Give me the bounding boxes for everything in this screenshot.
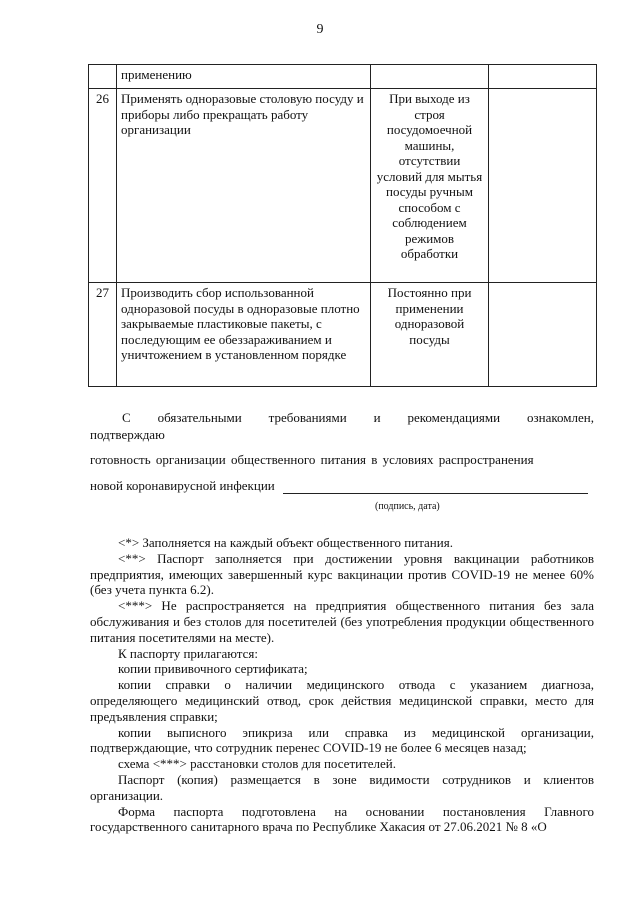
acknowledgement-signature-row [90, 478, 594, 494]
footnote-item: Форма паспорта подготовлена на основании постановления Главного государственного санитарного врача по Республике Хакасия от 27.06.2021 № 8 «О [90, 803, 594, 835]
row-blank [489, 65, 597, 89]
row-action: Производить сбор использованной одноразовой посуды в одноразовые плотно закрываемые пластиковые пакеты, с последующим ее обеззараживанием и уничтожением в установленном порядке [117, 283, 371, 387]
footnote-item: <***> Не распространяется на предприятия общественного питания без зала обслуживания и без столов для посетителей (без употребления продукции общественного питания посетителями на месте). [90, 598, 594, 645]
footnote-item: копии выписного эпикриза или справка из медицинской организации, подтверждающие, что сотрудник перенес COVID-19 не более 6 месяцев назад; [90, 724, 594, 756]
footnote-item: Паспорт (копия) размещается в зоне видимости сотрудников и клиентов организации. [90, 771, 594, 803]
row-when [371, 65, 489, 89]
row-blank [489, 89, 597, 283]
acknowledgement-confirm: подтверждаю [90, 427, 165, 442]
row-action: Применять одноразовые столовую посуду и приборы либо прекращать работу организации [117, 89, 371, 283]
acknowledgement-infection: новой коронавирусной инфекции [90, 478, 275, 493]
row-number: 26 [89, 89, 117, 283]
table-row [89, 89, 597, 283]
page-number: 9 [316, 22, 324, 37]
table-row [89, 65, 597, 89]
row-action: применению [117, 65, 371, 89]
row-number: 27 [89, 283, 117, 387]
row-when: Постоянно при применении одноразовой посуды [371, 283, 489, 387]
footnote-item: <*> Заполняется на каждый объект общественного питания. [118, 535, 453, 550]
requirements-table [88, 64, 597, 387]
signature-line[interactable] [283, 481, 588, 494]
footnote-item: схема <***> расстановки столов для посетителей. [118, 756, 397, 772]
signature-caption: (подпись, дата) [375, 501, 440, 512]
footnote-item: копии прививочного сертификата; [118, 661, 308, 677]
table-row [89, 283, 597, 387]
row-blank [489, 283, 597, 387]
acknowledgement-line [90, 410, 594, 426]
footnote-item: <**> Паспорт заполняется при достижении уровня вакцинации работников предприятия, имеющих завершенный курс вакцинации против COVID-19 не менее 60% (без учета пункта 6.2). [90, 550, 594, 598]
acknowledgement-readiness: готовность организации общественного питания в условиях распространения [90, 452, 534, 467]
row-number [89, 65, 117, 89]
footnote-item: копии справки о наличии медицинского отвода с указанием диагноза, определяющего медицинский отвод, срок действия медицинской справки, место для предъявления справки; [90, 677, 594, 724]
acknowledgement-text: С обязательными требованиями и рекомендациями ознакомлен, [122, 410, 594, 425]
row-when: При выходе из строя посудомоечной машины, отсутствии условий для мытья посуды ручным способом с соблюдением режимов обработки [371, 89, 489, 283]
footnotes [90, 535, 594, 835]
footnote-item: К паспорту прилагаются: [118, 645, 258, 661]
